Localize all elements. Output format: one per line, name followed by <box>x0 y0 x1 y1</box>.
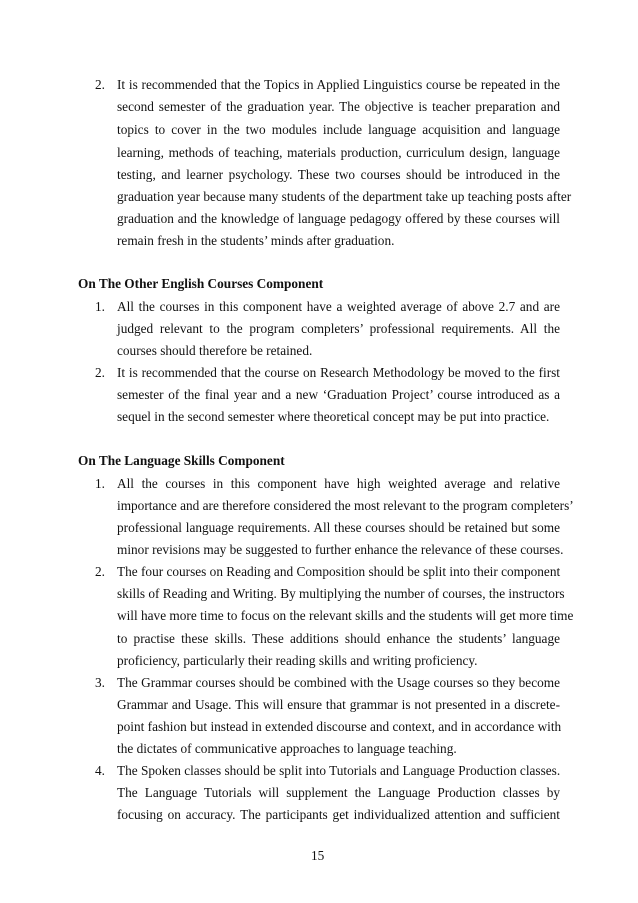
list-number: 2. <box>95 564 105 579</box>
paragraph-line: The Grammar courses should be combined with the Usage courses so they become <box>117 675 560 690</box>
paragraph-line: semester of the final year and a new ‘Graduation Project’ course introduced as a <box>117 387 560 402</box>
paragraph-line: courses should therefore be retained. <box>117 343 313 358</box>
paragraph-line: Grammar and Usage. This will ensure that grammar is not presented in a discrete- <box>117 697 560 712</box>
list-number: 2. <box>95 77 105 92</box>
paragraph-line: testing, and learner psychology. These two courses should be introduced in the <box>117 167 560 182</box>
paragraph-line: importance and are therefore considered the most relevant to the program completers’ <box>117 498 574 513</box>
paragraph-line: The four courses on Reading and Composition should be split into their component <box>117 564 561 579</box>
section-heading: On The Language Skills Component <box>78 453 285 468</box>
paragraph-line: will have more time to focus on the relevant skills and the students will get more time <box>117 608 574 623</box>
list-number: 1. <box>95 299 105 314</box>
list-number: 2. <box>95 365 105 380</box>
paragraph-line: the dictates of communicative approaches to language teaching. <box>117 741 457 756</box>
paragraph-line: professional language requirements. All these courses should be retained but some <box>117 520 560 535</box>
paragraph-line: minor revisions may be suggested to further enhance the relevance of these courses. <box>117 542 564 557</box>
paragraph-line: The Language Tutorials will supplement the Language Production classes by <box>117 785 560 800</box>
page-number: 15 <box>311 848 325 863</box>
paragraph-line: sequel in the second semester where theoretical concept may be put into practice. <box>117 409 550 424</box>
paragraph-line: judged relevant to the program completers’ professional requirements. All the <box>117 321 560 336</box>
paragraph-line: skills of Reading and Writing. By multiplying the number of courses, the instructors <box>117 586 565 601</box>
list-number: 1. <box>95 476 105 491</box>
paragraph-line: It is recommended that the course on Research Methodology be moved to the first <box>117 365 560 380</box>
paragraph-line: graduation year because many students of the department take up teaching posts after <box>117 189 572 204</box>
paragraph-line: learning, methods of teaching, materials production, curriculum design, language <box>117 145 560 160</box>
list-number: 3. <box>95 675 105 690</box>
paragraph-line: The Spoken classes should be split into Tutorials and Language Production classes. <box>117 763 561 778</box>
paragraph-line: point fashion but instead in extended discourse and context, and in accordance with <box>117 719 562 734</box>
list-number: 4. <box>95 763 105 778</box>
paragraph-line: topics to cover in the two modules include language acquisition and language <box>117 122 560 137</box>
paragraph-line: focusing on accuracy. The participants get individualized attention and sufficient <box>117 807 560 822</box>
paragraph-line: All the courses in this component have a weighted average of above 2.7 and are <box>117 299 560 314</box>
section-heading: On The Other English Courses Component <box>78 276 324 291</box>
paragraph-line: to practise these skills. These additions should enhance the students’ language <box>117 631 560 646</box>
paragraph-line: graduation and the knowledge of language pedagogy offered by these courses will <box>117 211 560 226</box>
paragraph-line: proficiency, particularly their reading skills and writing proficiency. <box>117 653 478 668</box>
paragraph-line: It is recommended that the Topics in Applied Linguistics course be repeated in the <box>117 77 560 92</box>
paragraph-line: second semester of the graduation year. The objective is teacher preparation and <box>117 99 560 114</box>
paragraph-line: All the courses in this component have high weighted average and relative <box>117 476 560 491</box>
paragraph-line: remain fresh in the students’ minds after graduation. <box>117 233 395 248</box>
